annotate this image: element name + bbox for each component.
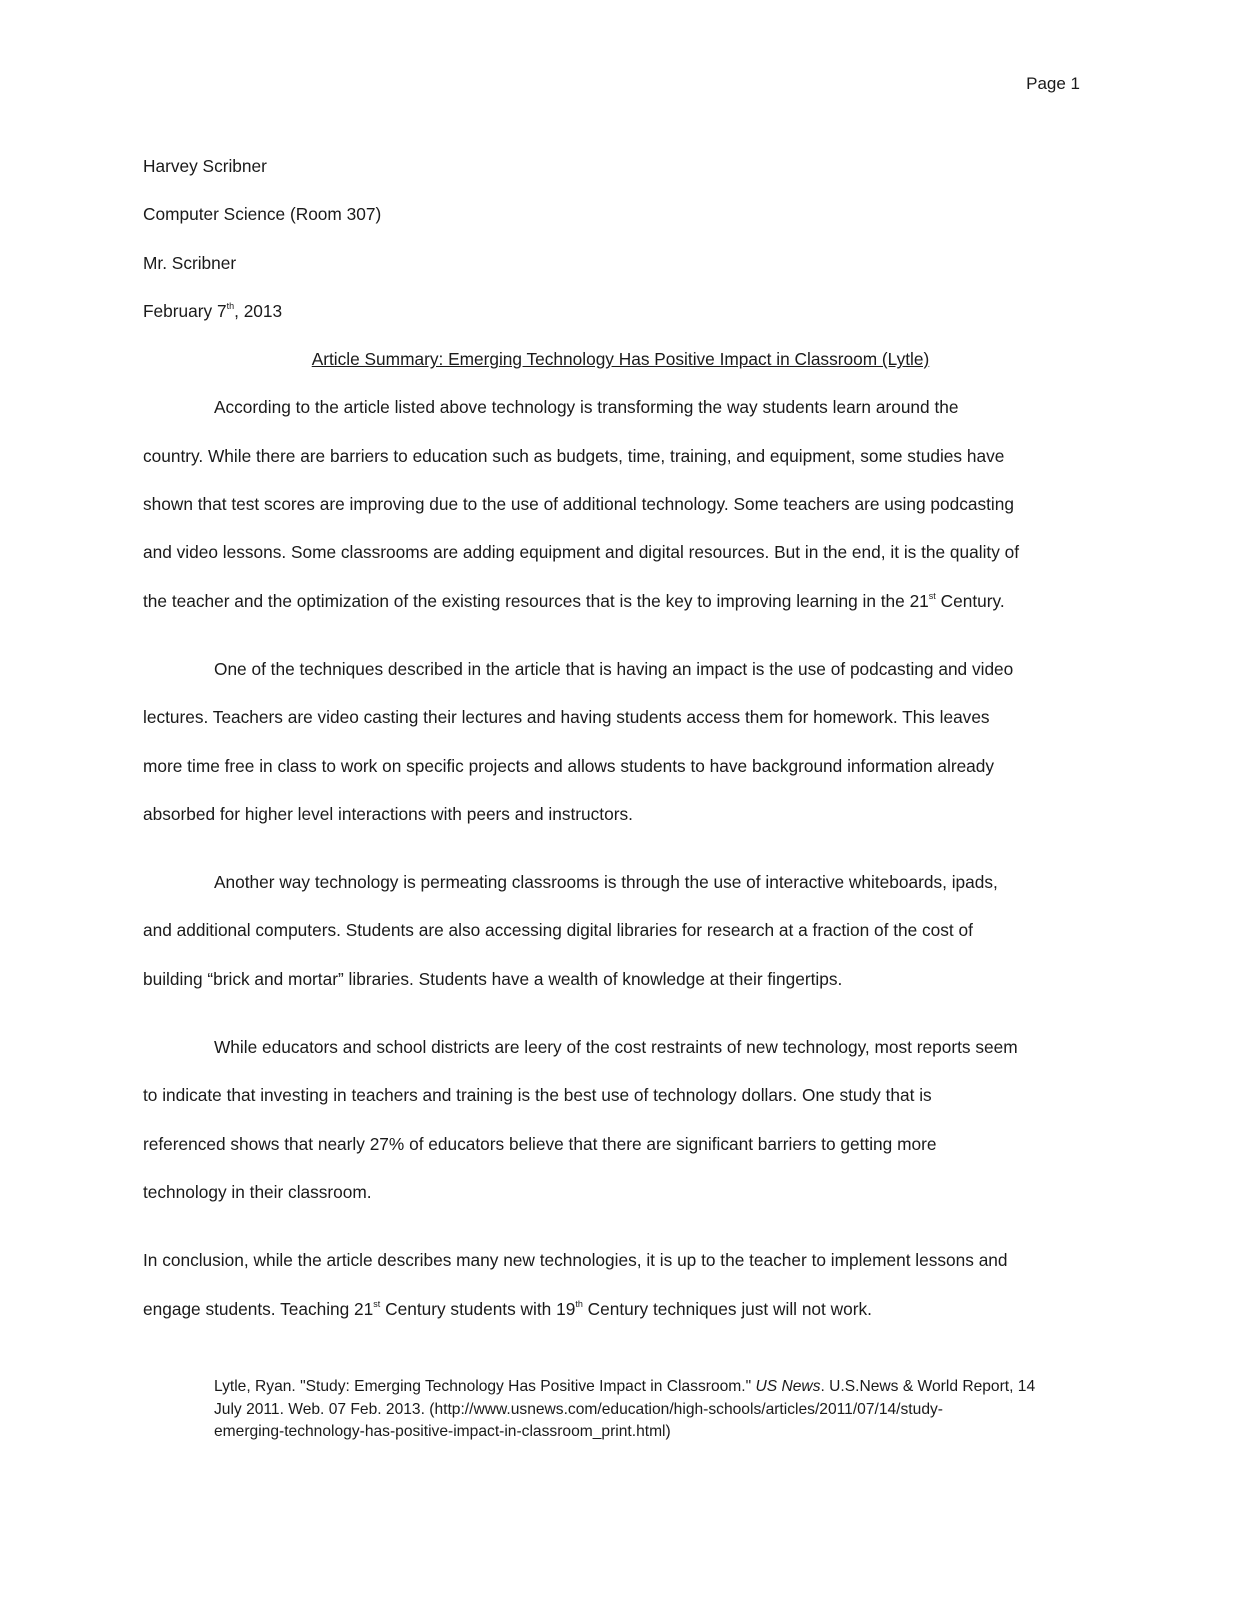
paragraph-4 bbox=[143, 1023, 1083, 1216]
works-cited-entry bbox=[214, 1376, 1094, 1444]
paragraph-line: shown that test scores are improving due to the use of additional technology. Some teachers are using podcasting bbox=[143, 494, 1014, 515]
paragraph-line: Another way technology is permeating classrooms is through the use of interactive whiteboards, ipads, bbox=[214, 872, 998, 893]
paragraph-line: referenced shows that nearly 27% of educators believe that there are significant barriers to getting more bbox=[143, 1133, 937, 1154]
date-text: February 7 bbox=[143, 300, 227, 321]
ordinal-superscript: st bbox=[928, 590, 936, 601]
paragraph-line: technology in their classroom. bbox=[143, 1181, 372, 1202]
paragraph-3 bbox=[143, 858, 1083, 1003]
citation-line bbox=[214, 1376, 1094, 1399]
paragraph-line-text: the teacher and the optimization of the existing resources that is the key to improving learning in the 21 bbox=[143, 590, 929, 611]
paragraph-line-text: Century students with 19 bbox=[380, 1298, 576, 1319]
document-body bbox=[143, 142, 1083, 1333]
citation-line: emerging-technology-has-positive-impact-in-classroom_print.html) bbox=[214, 1423, 671, 1440]
author-name: Harvey Scribner bbox=[143, 156, 267, 176]
paragraph-2 bbox=[143, 645, 1083, 838]
paragraph-line-text: Century. bbox=[935, 590, 1005, 611]
paragraph-line: In conclusion, while the article describes many new technologies, it is up to the teacher to implement lessons and bbox=[143, 1250, 1008, 1271]
paragraph-line bbox=[143, 1285, 1083, 1333]
citation-text: . U.S.News & World Report, 14 bbox=[820, 1378, 1036, 1395]
paragraph-line: One of the techniques described in the article that is having an impact is the use of podcasting and video bbox=[214, 658, 1014, 679]
course-name: Computer Science (Room 307) bbox=[143, 204, 382, 225]
document-date bbox=[143, 287, 1083, 335]
paragraph-line: lectures. Teachers are video casting their lectures and having students access them for homework. This leaves bbox=[143, 707, 990, 728]
page-number: Page 1 bbox=[1026, 74, 1080, 93]
paragraph-line: building “brick and mortar” libraries. Students have a wealth of knowledge at their fingertips. bbox=[143, 968, 843, 989]
paragraph-line: While educators and school districts are leery of the cost restraints of new technology, most reports seem bbox=[214, 1037, 1018, 1058]
paragraph-line: and additional computers. Students are also accessing digital libraries for research at a fraction of the cost of bbox=[143, 920, 973, 941]
date-year: , 2013 bbox=[234, 300, 283, 321]
ordinal-superscript: st bbox=[373, 1298, 381, 1309]
paragraph-line: to indicate that investing in teachers and training is the best use of technology dollars. One study that is bbox=[143, 1085, 932, 1106]
paragraph-line: more time free in class to work on specific projects and allows students to have background information already bbox=[143, 755, 995, 776]
paragraph-1 bbox=[143, 383, 1083, 624]
paragraph-line-text: engage students. Teaching 21 bbox=[143, 1298, 374, 1319]
paragraph-line: country. While there are barriers to education such as budgets, time, training, and equipment, some studies have bbox=[143, 445, 1005, 466]
teacher-name: Mr. Scribner bbox=[143, 252, 237, 273]
citation-line: July 2011. Web. 07 Feb. 2013. (http://www.usnews.com/education/high-schools/articles/2011/07/14/study- bbox=[214, 1400, 943, 1418]
paragraph-line: absorbed for higher level interactions with peers and instructors. bbox=[143, 803, 633, 824]
ordinal-superscript: th bbox=[575, 1298, 583, 1309]
citation-publication: US News bbox=[755, 1378, 821, 1395]
date-ordinal: th bbox=[226, 300, 235, 311]
citation-text: Lytle, Ryan. "Study: Emerging Technology Has Positive Impact in Classroom." bbox=[214, 1378, 756, 1395]
paragraph-line bbox=[143, 577, 1083, 625]
paragraph-line: and video lessons. Some classrooms are adding equipment and digital resources. But in the end, it is the quality of bbox=[143, 542, 1020, 563]
article-title: Article Summary: Emerging Technology Has Positive Impact in Classroom (Lytle) bbox=[311, 349, 930, 370]
paragraph-line: According to the article listed above technology is transforming the way students learn around the bbox=[214, 397, 959, 418]
paragraph-line-text: Century techniques just will not work. bbox=[582, 1298, 872, 1319]
paragraph-conclusion bbox=[143, 1236, 1083, 1333]
